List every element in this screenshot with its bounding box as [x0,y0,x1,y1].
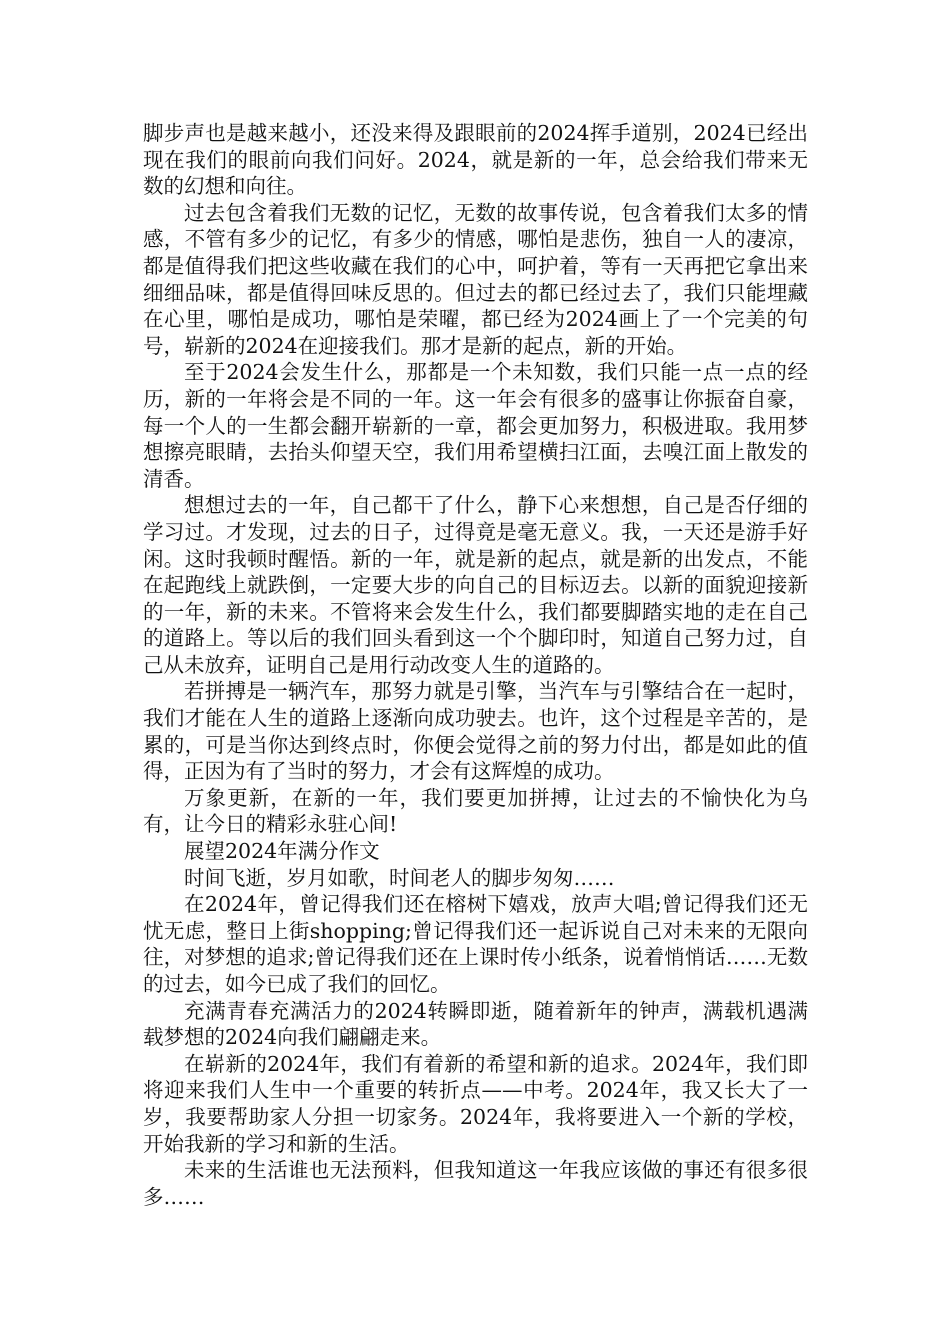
paragraph: 万象更新，在新的一年，我们要更加拼搏，让过去的不愉快化为乌有，让今日的精彩永驻心间! [143,785,808,837]
paragraph: 至于2024会发生什么，那都是一个未知数，我们只能一点一点的经历，新的一年将会是不同的一年。这一年会有很多的盛事让你振奋自豪，每一个人的一生都会翻开崭新的一章，都会更加努力，积极进取。我用梦想擦亮眼睛，去抬头仰望天空，我们用希望横扫江面，去嗅江面上散发的清香。 [143,360,808,491]
paragraph: 时间飞逝，岁月如歌，时间老人的脚步匆匆…… [184,865,615,890]
paragraph: 过去包含着我们无数的记忆，无数的故事传说，包含着我们太多的情感，不管有多少的记忆，有多少的情感，哪怕是悲伤，独自一人的凄凉，都是值得我们把这些收藏在我们的心中，呵护着，等有一天再把它拿出来细细品味，都是值得回味反思的。但过去的都已经过去了，我们只能埋藏在心里，哪怕是成功，哪怕是荣曜，都已经为2024画上了一个完美的句号，崭新的2024在迎接我们。那才是新的起点，新的开始。 [143,200,808,358]
paragraph: 脚步声也是越来越小，还没来得及跟眼前的2024挥手道别，2024已经出现在我们的眼前向我们问好。2024，就是新的一年，总会给我们带来无数的幻想和向往。 [143,121,808,199]
paragraph: 充满青春充满活力的2024转瞬即逝，随着新年的钟声，满载机遇满载梦想的2024向我们翩翩走来。 [143,998,808,1050]
paragraph: 若拼搏是一辆汽车，那努力就是引擎，当汽车与引擎结合在一起时，我们才能在人生的道路上逐渐向成功驶去。也许，这个过程是辛苦的，是累的，可是当你达到终点时，你便会觉得之前的努力付出，都是如此的值得，正因为有了当时的努力，才会有这辉煌的成功。 [143,679,808,784]
document-page [143,120,808,1210]
paragraph: 未来的生活谁也无法预料，但我知道这一年我应该做的事还有很多很多…… [143,1158,808,1209]
paragraph: 在2024年，曾记得我们还在榕树下嬉戏，放声大唱;曾记得我们还无忧无虑，整日上街shopping;曾记得我们还一起诉说自己对未来的无限向往，对梦想的追求;曾记得我们还在上课时传小纸条，说着悄悄话……无数的过去，如今已成了我们的回忆。 [143,892,808,996]
paragraph: 想想过去的一年，自己都干了什么，静下心来想想，自己是否仔细的学习过。才发现，过去的日子，过得竟是毫无意义。我，一天还是游手好闲。这时我顿时醒悟。新的一年，就是新的起点，就是新的出发点，不能在起跑线上就跌倒，一定要大步的向自己的目标迈去。以新的面貌迎接新的一年，新的未来。不管将来会发生什么，我们都要脚踏实地的走在自己的道路上。等以后的我们回头看到这一个个脚印时，知道自己努力过，自己从未放弃，证明自己是用行动改变人生的道路的。 [143,493,808,677]
section-title: 展望2024年满分作文 [184,839,380,864]
paragraph: 在崭新的2024年，我们有着新的希望和新的追求。2024年，我们即将迎来我们人生中一个重要的转折点——中考。2024年，我又长大了一岁，我要帮助家人分担一切家务。2024年，我将要进入一个新的学校，开始我新的学习和新的生活。 [143,1051,808,1156]
